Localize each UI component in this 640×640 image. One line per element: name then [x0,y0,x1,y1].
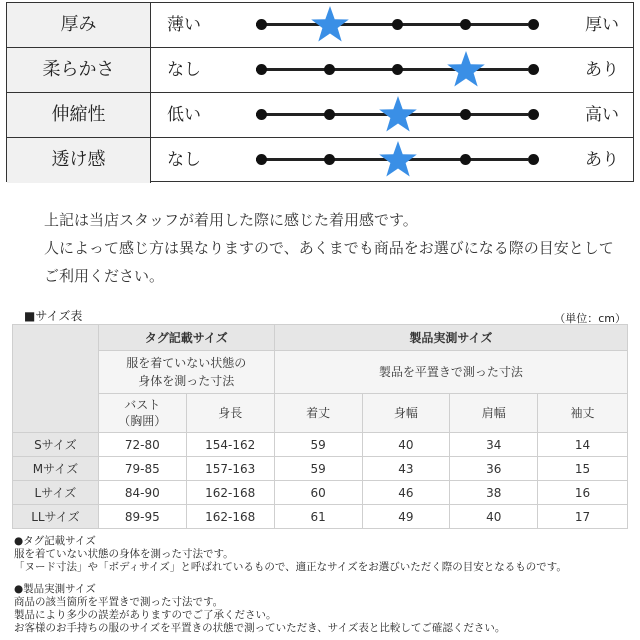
note-line: 上記は当店スタッフが着用した際に感じた着用感です。 [44,211,418,229]
feel-row-sheerness [7,138,633,183]
product-size-description: 製品を平置きで測った寸法 [274,351,627,394]
table-cell: 15 [538,457,628,481]
size-name: LLサイズ [13,505,99,529]
tag-size-description [98,351,274,394]
table-cell: 154-162 [186,433,274,457]
footnote-line: お客様のお手持ちの服のサイズを平置きの状態で測っていただき、サイズ表と比較してご確認ください。 [14,622,506,634]
rating-star-icon [378,95,418,135]
feel-row-thickness [7,3,633,48]
feel-right-text: 高い [585,105,619,125]
table-cell: 14 [538,433,628,457]
table-cell: 40 [450,505,538,529]
feel-right-text: あり [585,60,619,80]
feel-label: 透け感 [7,138,151,183]
table-row [13,505,628,529]
scale-dot [528,19,539,30]
scale-dot [256,19,267,30]
feel-right-text: 厚い [585,15,619,35]
table-cell: 84-90 [98,481,186,505]
scale-dot [324,64,335,75]
rating-star-icon [378,140,418,180]
table-cell: 36 [450,457,538,481]
table-cell: 162-168 [186,505,274,529]
table-cell: 49 [362,505,450,529]
footnote-line: 服を着ていない状態の身体を測った寸法です。 [14,548,234,560]
scale-dot [324,109,335,120]
size-table [12,324,628,529]
column-header: バスト （胸囲） [98,394,186,433]
table-cell: 38 [450,481,538,505]
feel-right-text: あり [585,150,619,170]
scale-dot [528,154,539,165]
size-name: Sサイズ [13,433,99,457]
scale-dot [324,154,335,165]
feel-left-text: なし [167,150,201,170]
scale-dot [392,19,403,30]
scale-dot [392,64,403,75]
table-row [13,481,628,505]
scale-dot [256,64,267,75]
table-row [13,457,628,481]
usage-note [44,206,624,290]
column-header: 身長 [186,394,274,433]
table-cell: 59 [274,457,362,481]
feel-left-text: なし [167,60,201,80]
feel-row-stretch [7,93,633,138]
table-cell: 16 [538,481,628,505]
scale-dot [256,154,267,165]
column-header: 袖丈 [538,394,628,433]
product-size-footnote [14,583,634,635]
table-cell: 157-163 [186,457,274,481]
table-cell: 17 [538,505,628,529]
table-cell: 60 [274,481,362,505]
tag-size-header: タグ記載サイズ [98,325,274,351]
scale-dot [460,109,471,120]
tag-size-footnote [14,535,634,574]
table-row [13,433,628,457]
scale-dot [528,109,539,120]
column-header: 肩幅 [450,394,538,433]
table-cell: 59 [274,433,362,457]
footnote-line: 商品の該当箇所を平置きで測った寸法です。 [14,596,224,608]
product-size-header: 製品実測サイズ [274,325,627,351]
feel-row-softness [7,48,633,93]
table-cell: 43 [362,457,450,481]
feel-label: 厚み [7,3,151,47]
footnote-title: ●製品実測サイズ [14,583,96,595]
size-table-title: ■サイズ表 [24,309,83,323]
feel-table [6,2,634,182]
feel-left-text: 低い [167,105,201,125]
note-line: 人によって感じ方は異なりますので、あくまでも商品をお選びになる際の目安として [44,239,614,257]
scale-dot [460,19,471,30]
note-line: ご利用ください。 [44,267,165,285]
table-cell: 40 [362,433,450,457]
table-cell: 46 [362,481,450,505]
feel-label: 伸縮性 [7,93,151,137]
unit-label: （単位：cm） [554,312,626,325]
table-cell: 61 [274,505,362,529]
column-header: 着丈 [274,394,362,433]
corner-cell [13,325,99,433]
footnote-title: ●タグ記載サイズ [14,535,96,547]
table-cell: 34 [450,433,538,457]
column-header: 身幅 [362,394,450,433]
scale-dot [256,109,267,120]
footnote-line: 製品により多少の誤差がありますのでご了承ください。 [14,609,277,621]
feel-left-text: 薄い [167,15,201,35]
table-cell: 89-95 [98,505,186,529]
scale-dot [460,154,471,165]
size-name: Mサイズ [13,457,99,481]
scale-dot [528,64,539,75]
table-cell: 72-80 [98,433,186,457]
size-name: Lサイズ [13,481,99,505]
tag-size-description-text: 服を着ていない状態の身体を測った寸法 [126,356,247,388]
feel-label: 柔らかさ [7,48,151,92]
rating-star-icon [310,5,350,45]
table-cell: 162-168 [186,481,274,505]
table-cell: 79-85 [98,457,186,481]
rating-star-icon [446,50,486,90]
footnote-line: 「ヌード寸法」や「ボディサイズ」と呼ばれているもので、適正なサイズをお選びいただく際の目安となるものです。 [14,561,567,573]
